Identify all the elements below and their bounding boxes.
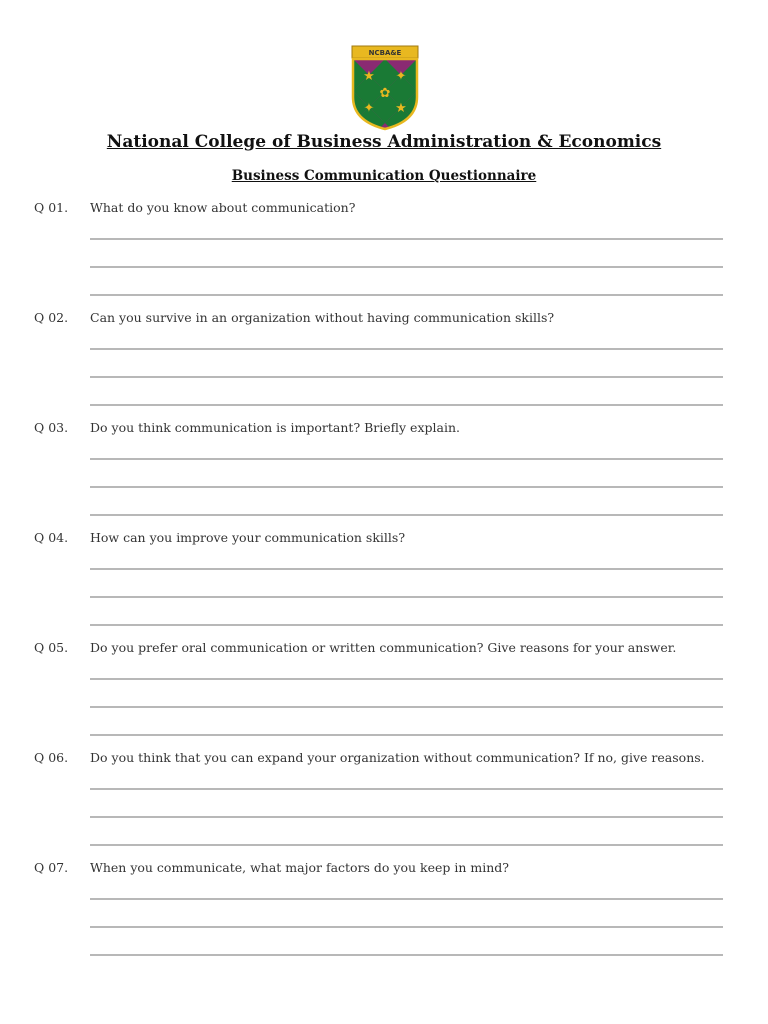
question-number: Q 03. xyxy=(34,420,69,435)
answer-line[interactable] xyxy=(90,486,723,488)
answer-line[interactable] xyxy=(90,844,723,846)
question-number: Q 07. xyxy=(34,860,69,875)
question-block xyxy=(0,530,768,640)
answer-line[interactable] xyxy=(90,898,723,900)
svg-text:✦: ✦ xyxy=(395,69,407,84)
svg-text:NCBA&E: NCBA&E xyxy=(368,49,402,57)
svg-text:★: ★ xyxy=(363,69,375,84)
question-block xyxy=(0,640,768,750)
question-text: Can you survive in an organization without having communication skills? xyxy=(90,310,555,325)
answer-line[interactable] xyxy=(90,954,723,956)
svg-text:✿: ✿ xyxy=(379,86,391,101)
answer-line[interactable] xyxy=(90,514,723,516)
svg-text:✦: ✦ xyxy=(363,101,375,116)
answer-line[interactable] xyxy=(90,404,723,406)
question-number: Q 02. xyxy=(34,310,69,325)
college-crest-logo xyxy=(350,45,420,131)
question-text: Do you think communication is important? Briefly explain. xyxy=(90,420,460,435)
answer-line[interactable] xyxy=(90,568,723,570)
answer-line[interactable] xyxy=(90,624,723,626)
question-block xyxy=(0,750,768,860)
question-number: Q 01. xyxy=(34,200,69,215)
answer-line[interactable] xyxy=(90,458,723,460)
answer-line[interactable] xyxy=(90,734,723,736)
question-text: When you communicate, what major factors do you keep in mind? xyxy=(90,860,510,875)
question-number: Q 06. xyxy=(34,750,69,765)
answer-line[interactable] xyxy=(90,788,723,790)
answer-line[interactable] xyxy=(90,376,723,378)
answer-line[interactable] xyxy=(90,294,723,296)
question-text: How can you improve your communication skills? xyxy=(90,530,406,545)
answer-line[interactable] xyxy=(90,926,723,928)
question-block xyxy=(0,860,768,970)
svg-text:★: ★ xyxy=(395,101,407,116)
question-block xyxy=(0,200,768,310)
answer-line[interactable] xyxy=(90,678,723,680)
question-block xyxy=(0,310,768,420)
answer-line[interactable] xyxy=(90,348,723,350)
page-subtitle: Business Communication Questionnaire xyxy=(231,168,537,184)
answer-line[interactable] xyxy=(90,266,723,268)
question-text: Do you think that you can expand your organization without communication? If no, give reasons. xyxy=(90,750,705,765)
question-text: Do you prefer oral communication or written communication? Give reasons for your answer. xyxy=(90,640,677,655)
answer-line[interactable] xyxy=(90,706,723,708)
answer-line[interactable] xyxy=(90,816,723,818)
answer-line[interactable] xyxy=(90,238,723,240)
question-number: Q 04. xyxy=(34,530,69,545)
question-block xyxy=(0,420,768,530)
page-title: National College of Business Administration & Economics xyxy=(106,132,662,152)
question-text: What do you know about communication? xyxy=(90,200,356,215)
answer-line[interactable] xyxy=(90,596,723,598)
question-number: Q 05. xyxy=(34,640,69,655)
